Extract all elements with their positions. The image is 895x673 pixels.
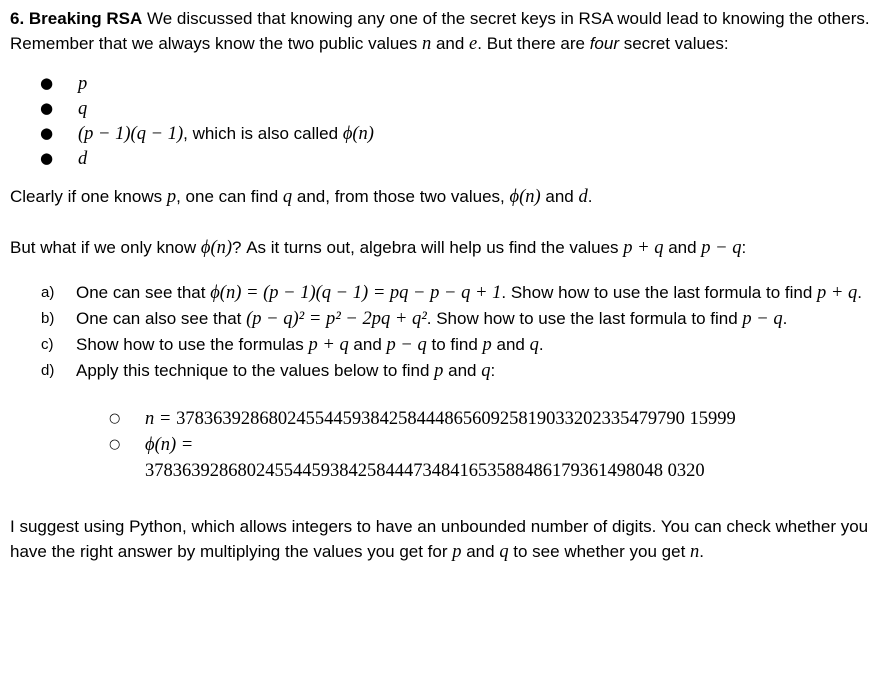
- final-text: and: [461, 542, 500, 561]
- final-math: q: [499, 542, 509, 562]
- clearly-paragraph: [10, 184, 880, 210]
- part-math: ϕ(n) = (p − 1)(q − 1) = pq − p − q + 1: [210, 283, 502, 303]
- parts-list: [10, 280, 880, 384]
- bullet-icon: ●: [40, 149, 54, 167]
- phi-label: ϕ(n) =: [145, 435, 194, 455]
- part-text: One can also see that: [76, 309, 247, 328]
- math-n: n: [421, 34, 432, 54]
- part-text: . Show how to use the last formula to find: [426, 309, 743, 328]
- phi-value: 37836392868024554459384258444734841653588486179361498048 0320: [145, 461, 705, 481]
- clearly-math: p: [166, 187, 177, 207]
- final-text: I suggest using Python, which allows integers to have an unbounded number of digits. You can check whether you have the right answer by multiplying the values you get for: [10, 517, 869, 561]
- secret-math: d: [78, 149, 88, 169]
- part-math: q: [481, 361, 491, 381]
- part-text: and: [491, 335, 530, 354]
- but-text: ? As it turns out, algebra will help us find the values: [232, 238, 624, 257]
- secret-math: q: [78, 99, 88, 119]
- clearly-math: d: [578, 187, 588, 207]
- final-math: p: [452, 542, 462, 562]
- list-item: [10, 71, 880, 96]
- secret-math-phi: ϕ(n): [342, 124, 374, 144]
- circle-bullet-icon: ○: [109, 437, 121, 452]
- list-item: [10, 121, 880, 146]
- n-label: n =: [145, 409, 172, 429]
- part-text: :: [490, 361, 496, 380]
- intro-four: four: [589, 34, 619, 53]
- intro-text-3: secret values:: [619, 34, 729, 53]
- list-item: [10, 96, 880, 121]
- clearly-text: , one can find: [176, 187, 283, 206]
- bullet-icon: ●: [40, 124, 54, 142]
- part-b: [10, 306, 880, 332]
- but-text: :: [741, 238, 747, 257]
- problem-document: [10, 6, 880, 565]
- list-item: [10, 146, 880, 171]
- part-text: .: [782, 309, 788, 328]
- part-text: to find: [426, 335, 483, 354]
- phi-value-item: [10, 432, 880, 484]
- circle-bullet-icon: ○: [109, 411, 121, 426]
- part-text: Show how to use the formulas: [76, 335, 309, 354]
- part-math: p − q: [386, 335, 427, 355]
- part-math: p: [482, 335, 492, 355]
- math-e: e: [469, 34, 478, 54]
- part-text: and: [443, 361, 482, 380]
- bullet-icon: ●: [40, 99, 54, 117]
- part-text: Apply this technique to the values below to find: [76, 361, 435, 380]
- clearly-text: Clearly if one knows: [10, 187, 167, 206]
- part-d: [10, 358, 880, 384]
- final-text: .: [699, 542, 704, 561]
- part-marker: b): [41, 310, 55, 327]
- clearly-text: .: [587, 187, 593, 206]
- final-paragraph: [10, 514, 880, 565]
- secret-values-list: [10, 71, 880, 171]
- part-text: .: [857, 283, 862, 302]
- part-text: and: [348, 335, 387, 354]
- but-text: But what if we only know: [10, 238, 201, 257]
- but-paragraph: [10, 235, 880, 261]
- but-math: p + q: [623, 238, 664, 258]
- part-a: [10, 280, 880, 306]
- but-math: p − q: [701, 238, 742, 258]
- part-math: q: [529, 335, 539, 355]
- part-c: [10, 332, 880, 358]
- part-marker: d): [41, 362, 55, 379]
- secret-text: , which is also called: [183, 124, 343, 143]
- clearly-math: ϕ(n): [509, 187, 541, 207]
- n-value-item: [10, 406, 880, 432]
- part-text: . Show how to use the last formula to find: [501, 283, 818, 302]
- clearly-math: q: [282, 187, 293, 207]
- intro-text-1: We discussed that knowing any one of the secret keys in RSA would lead to knowing the others. Remember that we always know the two public values: [10, 9, 870, 53]
- but-math: ϕ(n): [200, 238, 233, 258]
- part-math: p: [434, 361, 444, 381]
- clearly-text: and, from those two values,: [292, 187, 510, 206]
- clearly-text: and: [540, 187, 579, 206]
- problem-title: 6. Breaking RSA: [10, 9, 143, 28]
- final-math: n: [690, 542, 700, 562]
- secret-math: (p − 1)(q − 1): [78, 124, 184, 144]
- part-math: p + q: [308, 335, 349, 355]
- intro-and: and: [431, 34, 470, 53]
- part-text: .: [538, 335, 544, 354]
- secret-math: p: [78, 74, 88, 94]
- n-value: 3783639286802455445938425844486560925819033202335479790 15999: [176, 409, 736, 429]
- final-text: to see whether you get: [508, 542, 691, 561]
- part-marker: c): [41, 336, 54, 353]
- bullet-icon: ●: [40, 74, 54, 92]
- part-marker: a): [41, 284, 55, 301]
- problem-intro: [10, 6, 880, 57]
- values-list: [10, 406, 880, 484]
- part-math: p + q: [817, 283, 858, 303]
- but-text: and: [663, 238, 702, 257]
- part-text: One can see that: [76, 283, 211, 302]
- part-math: (p − q)² = p² − 2pq + q²: [246, 309, 427, 329]
- part-math: p − q: [742, 309, 783, 329]
- intro-text-2: . But there are: [477, 34, 590, 53]
